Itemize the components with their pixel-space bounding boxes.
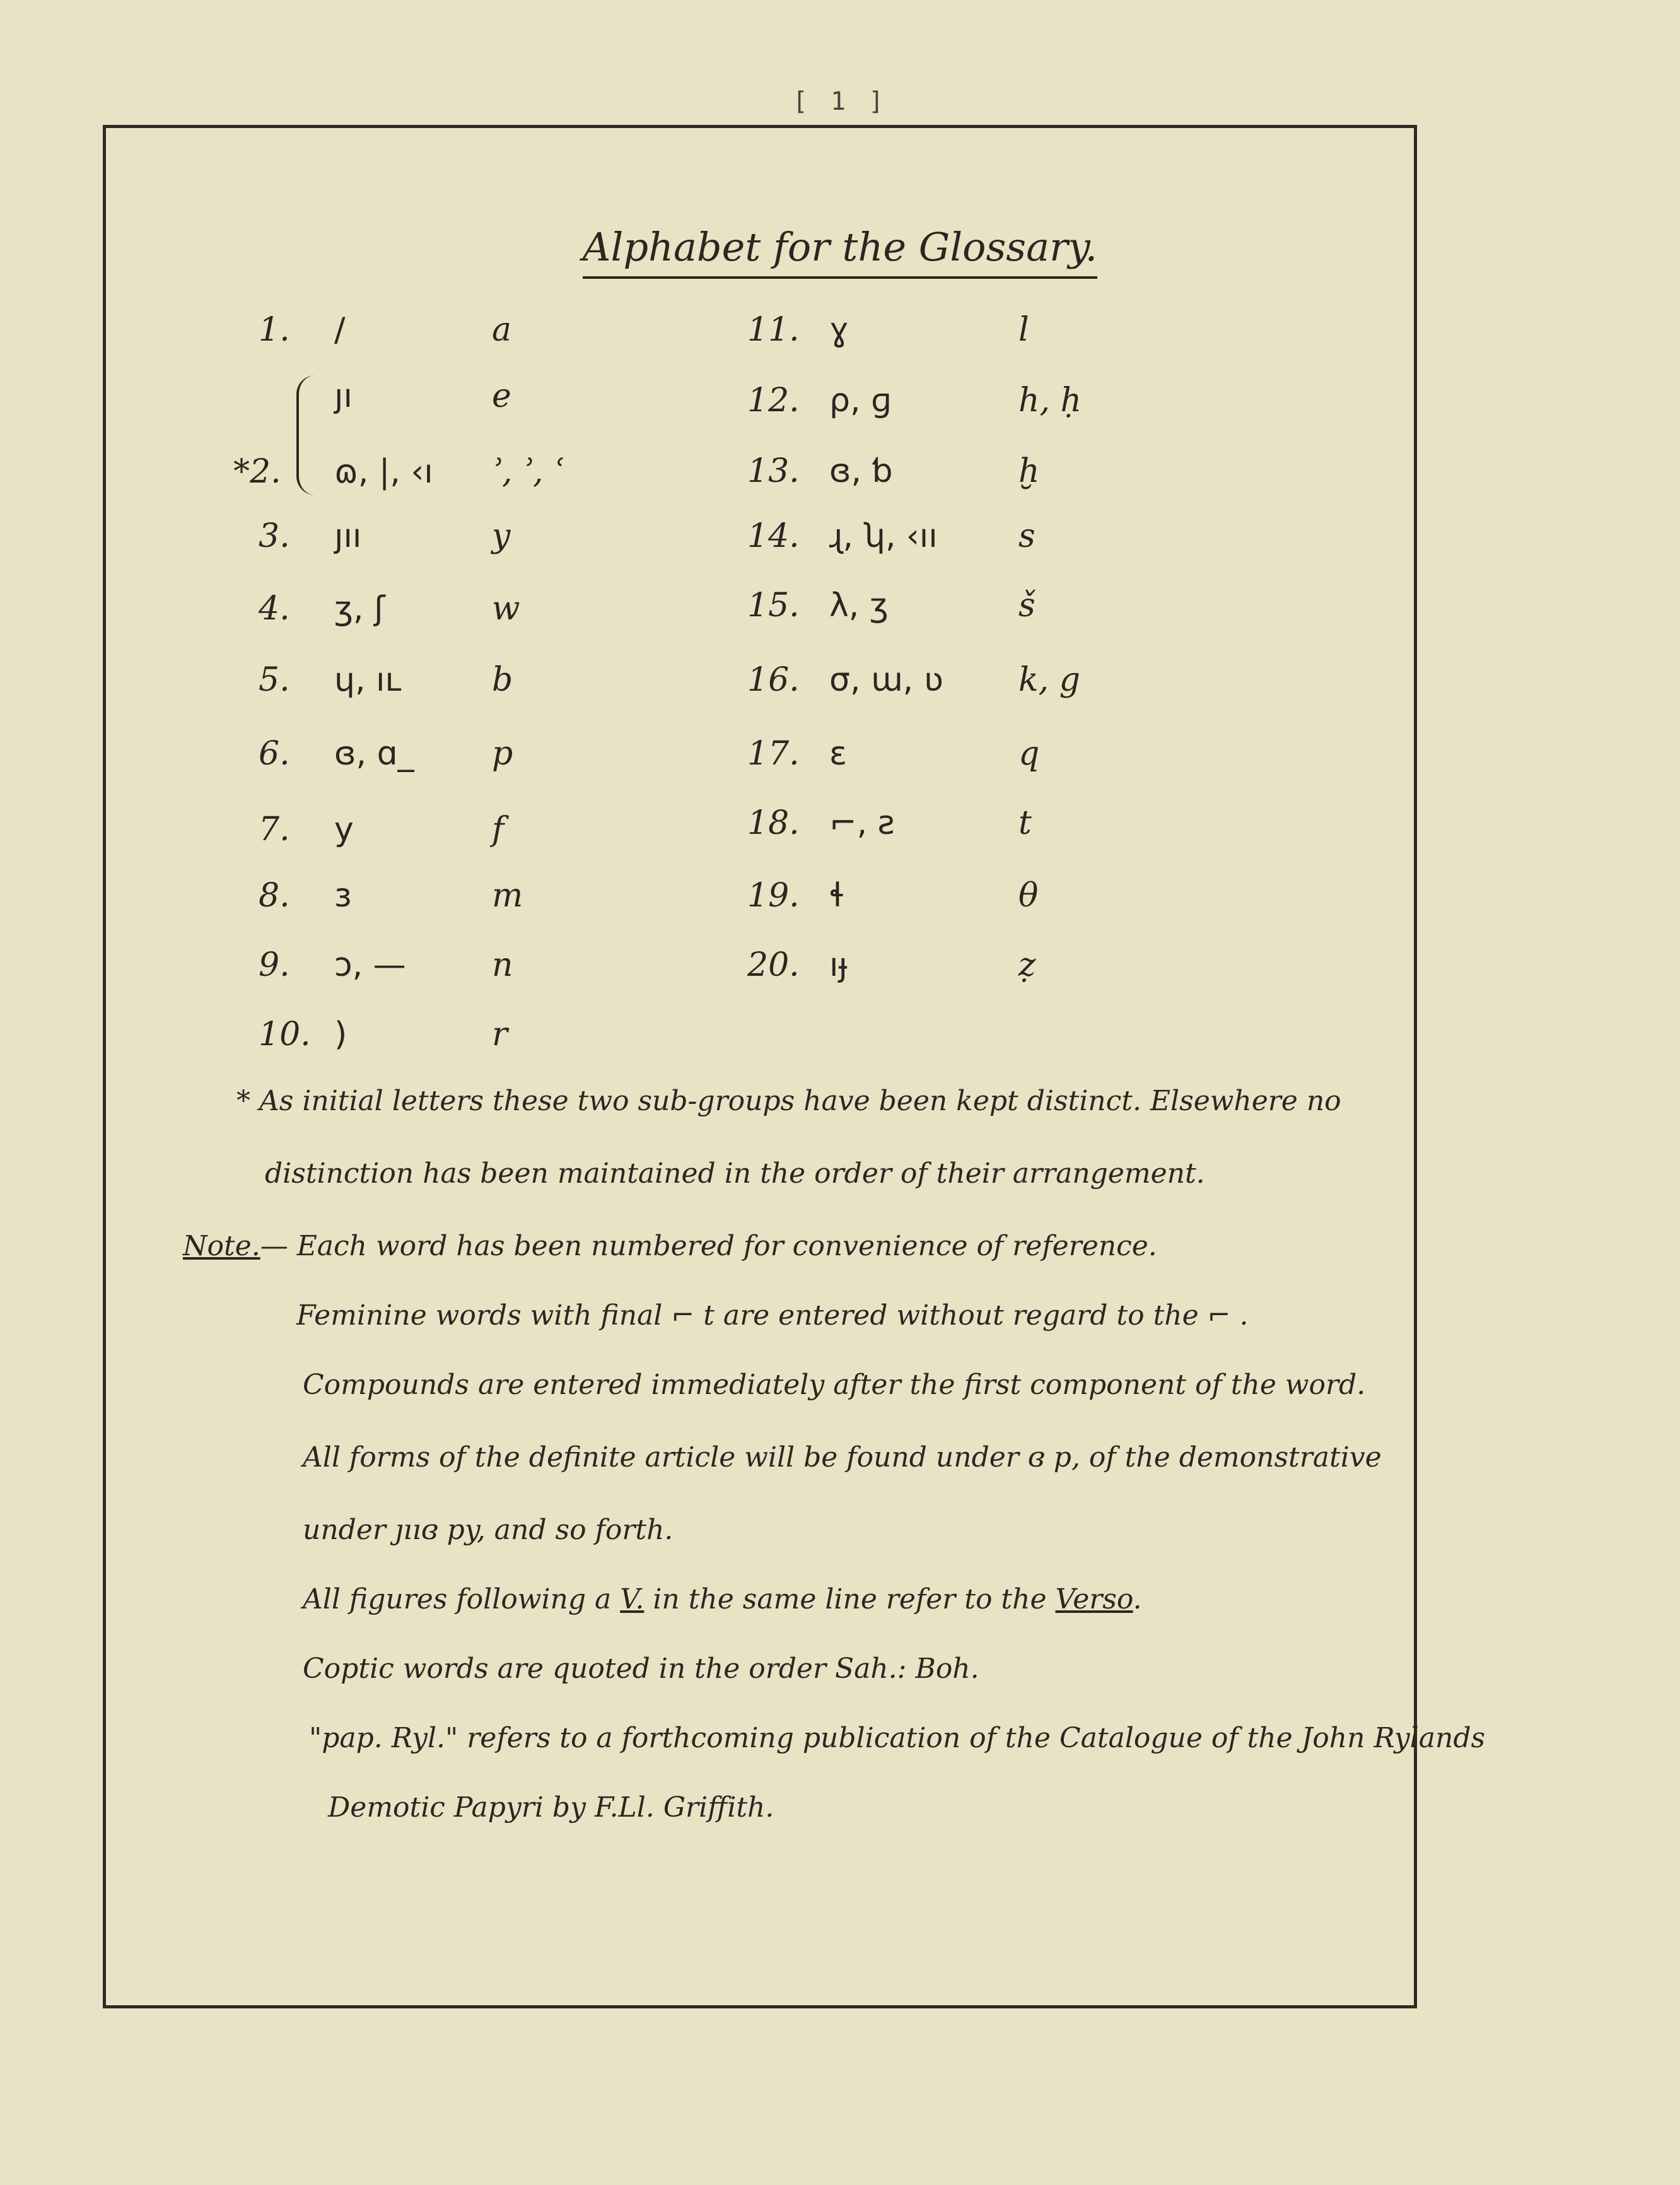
note-line-5: under ȷııɞ py, and so forth.	[303, 1514, 674, 1546]
demotic-sign: σ, ɯ, ʋ	[829, 661, 943, 699]
row-number: *2.	[233, 453, 281, 491]
demotic-sign: ɜ	[334, 877, 352, 915]
demotic-sign: ɞ, ɑ_	[334, 735, 414, 773]
note-text: in the same line refer to the	[653, 1583, 1047, 1615]
row-number: 11.	[747, 311, 800, 349]
demotic-sign: ɣ	[829, 311, 849, 349]
row-number: 7.	[259, 811, 290, 848]
note-text: All figures following a	[303, 1583, 612, 1615]
transliteration: b	[492, 661, 513, 699]
demotic-sign: ⌐, ƨ	[829, 804, 895, 842]
note-line-4: All forms of the definite article will be found under ɞ p, of the demonstrative	[303, 1441, 1382, 1473]
note-line-9: Demotic Papyri by F.Ll. Griffith.	[328, 1791, 774, 1824]
demotic-sign: ɛ	[829, 735, 848, 773]
demotic-sign: ʒ, ʃ	[334, 590, 385, 628]
transliteration: a	[492, 311, 512, 349]
row-number: 18.	[747, 804, 800, 842]
row-number: 20.	[747, 946, 800, 984]
demotic-sign: ıɟ	[829, 946, 848, 984]
demotic-sign: )	[334, 1016, 347, 1053]
demotic-sign: ȷı	[334, 377, 353, 415]
transliteration: f	[492, 811, 505, 848]
row-number: 5.	[259, 661, 290, 699]
transliteration: s	[1018, 517, 1035, 555]
row-number: 14.	[747, 517, 800, 555]
note-line-2: Feminine words with final ⌐ t are entered without regard to the ⌐ .	[296, 1299, 1249, 1332]
demotic-sign: ɥ, ıʟ	[334, 661, 402, 699]
row-number: 10.	[259, 1016, 311, 1053]
note-line-1	[183, 1230, 1157, 1262]
row-number: 6.	[259, 735, 290, 773]
row-number: 15.	[747, 587, 800, 624]
row-number: 13.	[747, 452, 800, 490]
transliteration: r	[492, 1016, 508, 1053]
demotic-sign: ɬ	[829, 877, 846, 915]
verso-abbrev: V.	[620, 1583, 645, 1615]
row-number: 9.	[259, 946, 290, 984]
demotic-sign: y	[334, 811, 354, 848]
note-heading: Note.	[183, 1230, 260, 1262]
demotic-sign: ɔ, —	[334, 946, 406, 984]
row-number: 12.	[747, 382, 800, 419]
demotic-sign: ρ, ɡ	[829, 382, 892, 419]
transliteration: k, g	[1018, 661, 1080, 699]
footnote-line-2: distinction has been maintained in the order of their arrangement.	[265, 1157, 1205, 1190]
demotic-sign: ȷıı	[334, 517, 362, 555]
transliteration: p	[492, 735, 513, 773]
row-number: 16.	[747, 661, 800, 699]
note-line-8: "pap. Ryl." refers to a forthcoming publication of the Catalogue of the John Rylands	[309, 1722, 1486, 1754]
note-first-text: — Each word has been numbered for convenience of reference.	[260, 1230, 1157, 1262]
transliteration: θ	[1018, 877, 1039, 915]
demotic-sign: ɞ, ƅ	[829, 452, 893, 490]
demotic-sign: ɻ, ʮ, ‹ıı	[829, 517, 938, 555]
note-line-6	[303, 1583, 1142, 1615]
page-number: [ 1 ]	[792, 87, 888, 116]
transliteration: n	[492, 946, 513, 984]
row-number: 19.	[747, 877, 800, 915]
transliteration: š	[1018, 587, 1035, 624]
transliteration: q	[1018, 735, 1040, 773]
transliteration: e	[492, 377, 511, 415]
transliteration: ʾ, ʾ, ʿ	[492, 453, 564, 491]
footnote-line-1: * As initial letters these two sub-groups have been kept distinct. Elsewhere no	[236, 1085, 1341, 1117]
row-number: 3.	[259, 517, 290, 555]
row-number: 17.	[747, 735, 800, 773]
note-line-7: Coptic words are quoted in the order Sah.: Boh.	[303, 1653, 979, 1685]
page-title: Alphabet for the Glossary.	[0, 224, 1680, 279]
transliteration: w	[492, 590, 520, 628]
transliteration: l	[1018, 311, 1029, 349]
demotic-sign: ɷ, |, ‹ı	[334, 453, 433, 491]
transliteration: t	[1018, 804, 1032, 842]
transliteration: m	[492, 877, 523, 915]
transliteration: h, ḥ	[1018, 382, 1082, 419]
note-line-3: Compounds are entered immediately after the first component of the word.	[303, 1369, 1366, 1401]
demotic-sign: λ, ʒ	[829, 587, 889, 624]
transliteration: ḫ	[1018, 452, 1040, 490]
row-number: 8.	[259, 877, 290, 915]
demotic-sign: /	[334, 311, 346, 349]
row-number: 4.	[259, 590, 290, 628]
note-text: .	[1133, 1583, 1142, 1615]
row-number: 1.	[259, 311, 290, 349]
transliteration: ẓ	[1018, 946, 1036, 984]
verso-word: Verso	[1055, 1583, 1133, 1615]
transliteration: y	[492, 517, 511, 555]
